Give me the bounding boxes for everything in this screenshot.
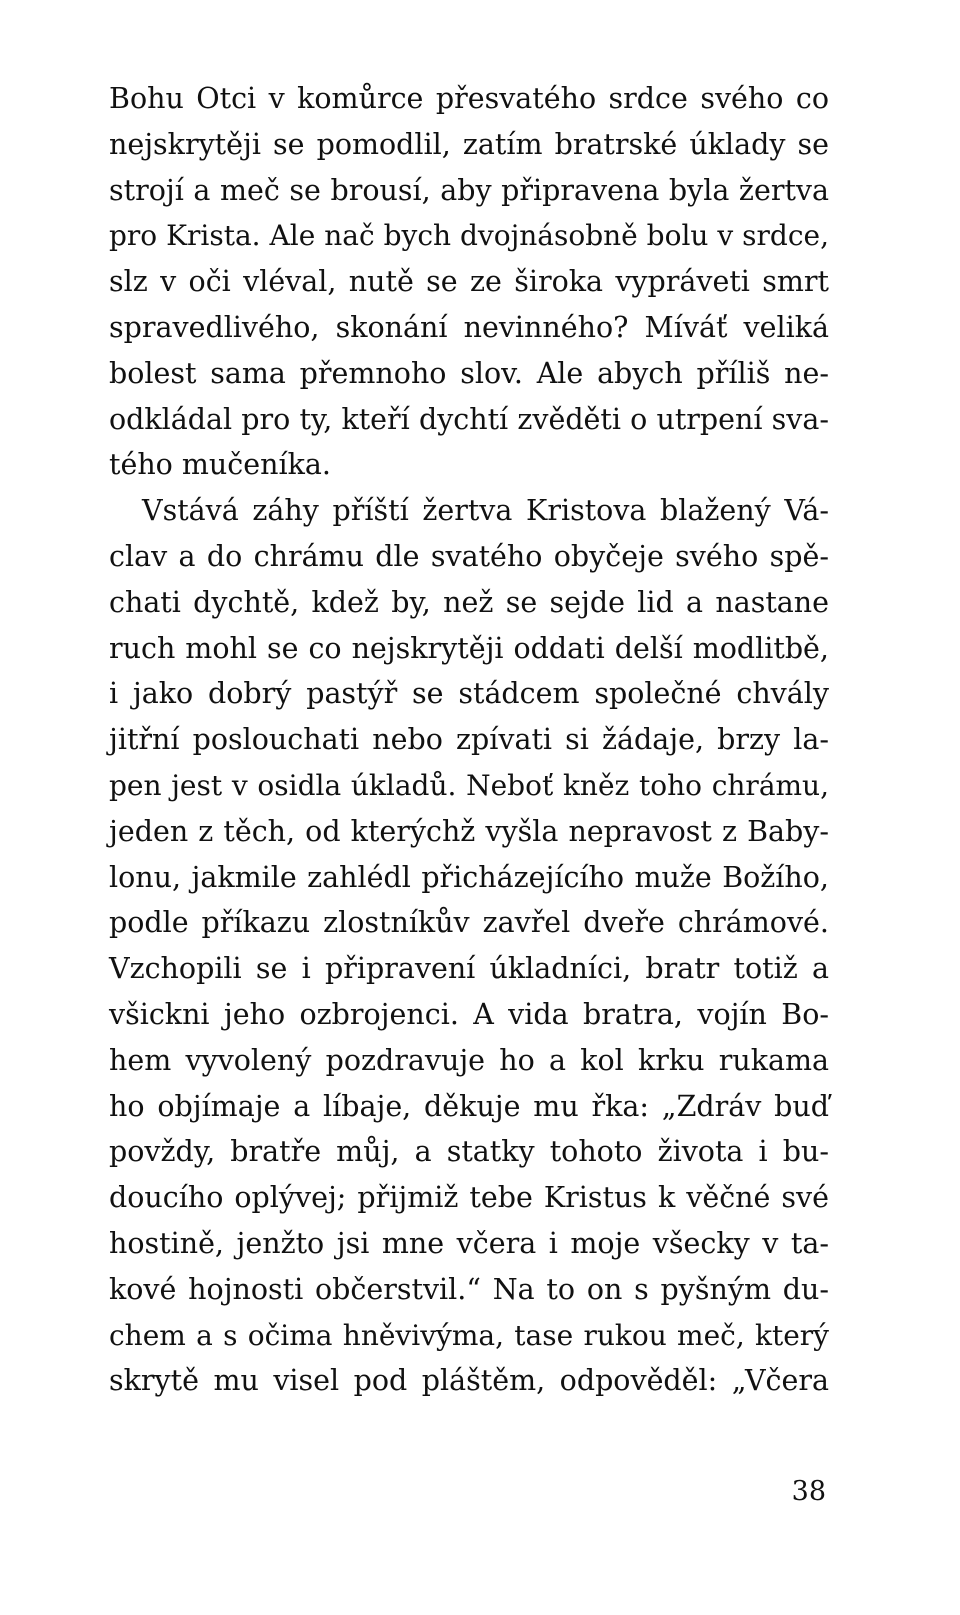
text-line: doucího oplývej; přijmiž tebe Kristus k věčné své [109,1181,829,1215]
text-line: ruch mohl se co nejskrytěji oddati delší modlitbě, [109,631,829,665]
text-line: slz v oči vléval, nutě se ze široka vypráveti smrt [109,265,829,299]
text-line: chem a s očima hněvivýma, tase rukou meč, který [109,1318,829,1352]
text-line: clav a do chrámu dle svatého obyčeje svého spě‑ [109,539,829,573]
text-line: povždy, bratře můj, a statky tohoto života i bu‑ [109,1135,829,1169]
text-line: lonu, jakmile zahlédl přicházejícího muže Božího, [109,860,829,894]
text-line: odkládal pro ty, kteří dychtí zvěděti o utrpení sva‑ [109,402,829,436]
text-line: pro Krista. Ale nač bych dvojnásobně bolu v srdce, [109,219,829,253]
paragraph [109,76,829,488]
text-line: Vstává záhy příští žertva Kristova blažený Vá‑ [142,494,829,528]
text-line: kové hojnosti občerstvil.“ Na to on s pyšným du‑ [109,1272,829,1306]
text-line: tého mučeníka. [109,448,331,482]
text-line: ho objímaje a líbaje, děkuje mu řka: „Zdráv buď [109,1089,829,1123]
text-line: všickni jeho ozbrojenci. A vida bratra, vojín Bo‑ [109,997,829,1031]
text-line: jitřní poslouchati nebo zpívati si žádaje, brzy la‑ [109,723,829,757]
text-line: i jako dobrý pastýř se stádcem společné chvály [109,677,829,711]
text-line: Vzchopili se i připravení úkladníci, bratr totiž a [109,952,829,986]
text-line: strojí a meč se brousí, aby připravena byla žertva [109,173,829,207]
text-line: pen jest v osidla úkladů. Neboť kněz toho chrámu, [109,768,829,802]
body-text [109,76,829,1404]
text-line: bolest sama přemnoho slov. Ale abych příliš ne‑ [109,356,829,390]
paragraph [109,488,829,1404]
text-line: nejskrytěji se pomodlil, zatím bratrské úklady se [109,127,829,161]
text-line: skrytě mu visel pod pláštěm, odpověděl: „Včera [109,1364,829,1398]
page-number: 38 [791,1476,826,1507]
text-line: hem vyvolený pozdravuje ho a kol krku rukama [109,1043,829,1077]
text-line: podle příkazu zlostníkův zavřel dveře chrámové. [109,906,829,940]
text-line: chati dychtě, kdež by, než se sejde lid a nastane [109,585,829,619]
text-line: jeden z těch, od kterýchž vyšla nepravost z Baby‑ [109,814,829,848]
text-line: hostině, jenžto jsi mne včera i moje všecky v ta‑ [109,1226,829,1260]
text-line: Bohu Otci v komůrce přesvatého srdce svého co [109,82,829,115]
text-line: spravedlivého, skonání nevinného? Míváť veliká [109,310,829,344]
